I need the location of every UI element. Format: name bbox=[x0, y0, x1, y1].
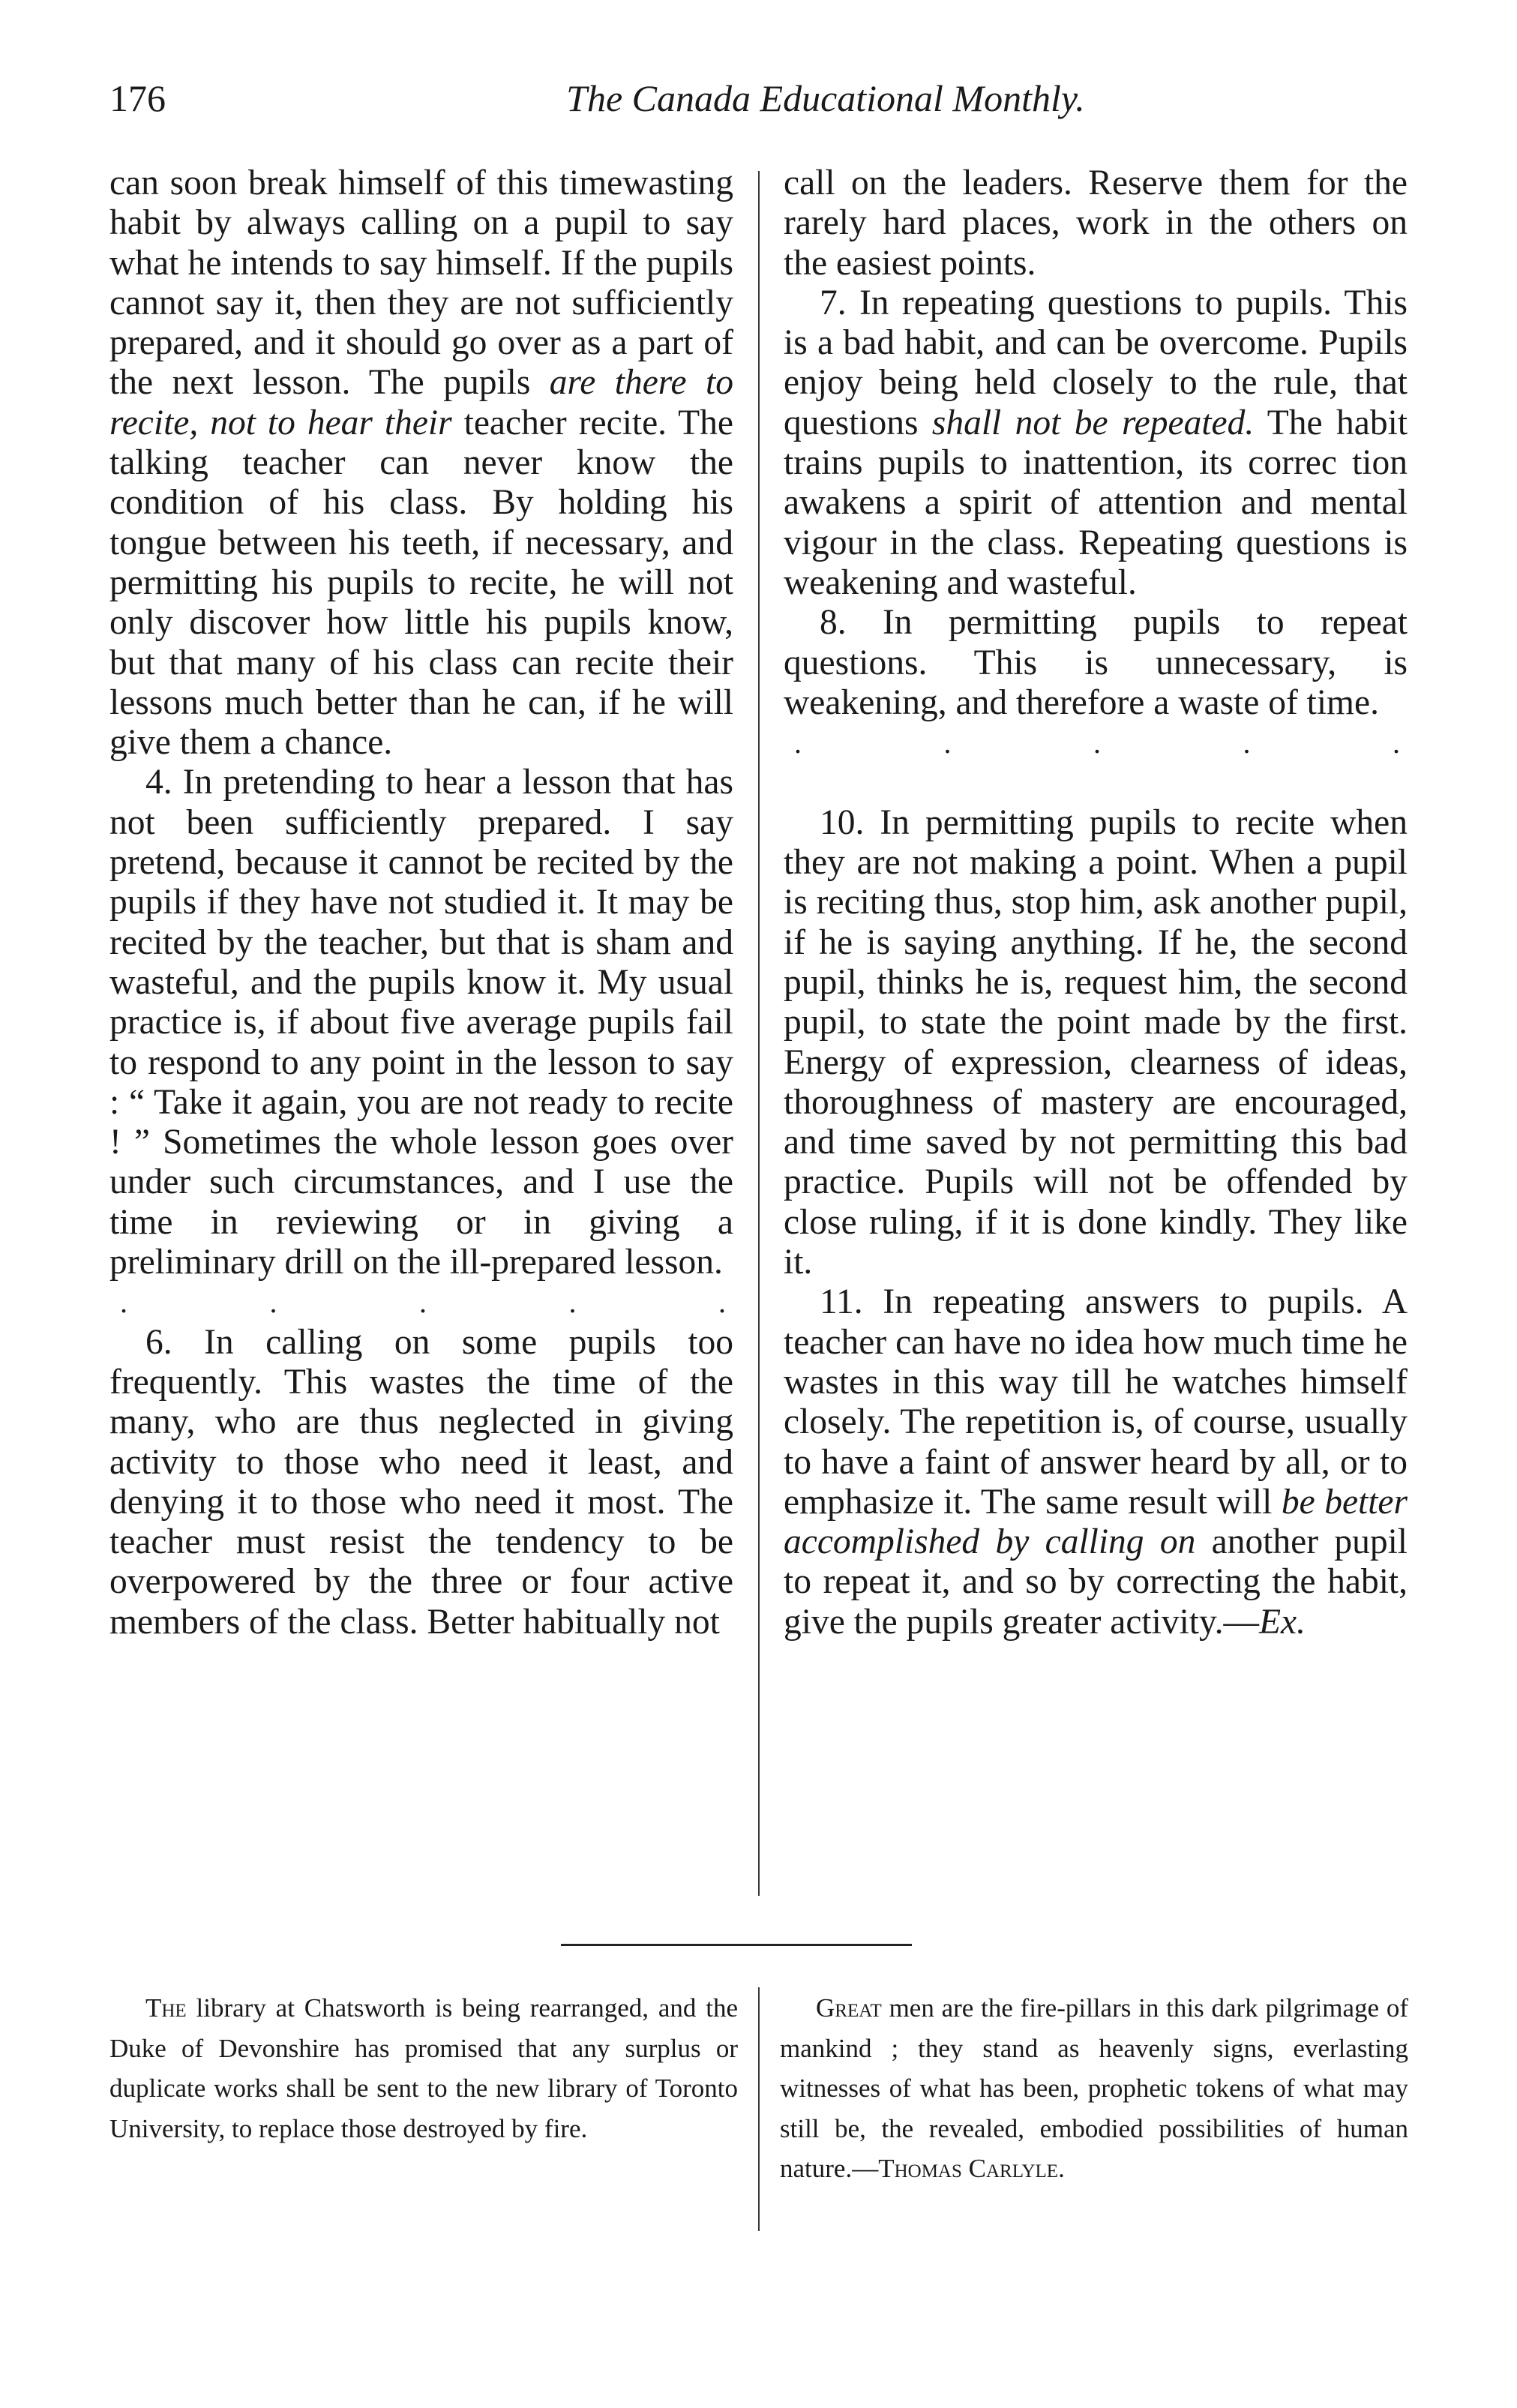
paragraph: 10. In permitting pupils to recite when they are not making a point. When a pupil is reciting thus, stop him, ask another pupil, if he is saying anything. If he, the second pupil, thinks he is, request him, the second pupil, to state the point made by the first. Energy of expression, clearness of ideas, thoroughness of mastery are encouraged, and time saved by not permitting this bad practice. Pupils will not be offended by close ruling, if it is done kindly. They like it. bbox=[784, 802, 1408, 1282]
ellipsis-row: . . . . . bbox=[120, 1285, 726, 1320]
text-run: teacher recite. The talking teacher can never know the condition of his class. By holding his tongue between his teeth, if necessary, and permitting his pupils to recite, he will not only discover how little his pupils know, but that many of his class can recite their lessons much better than he can, if he will give them a chance. bbox=[109, 403, 734, 763]
text-run: can soon break himself of this timewasting habit by always calling on a pupil to say what he intends to say himself. If the pupils cannot say it, then they are not sufficiently prepared, and it should go over as a part of the next lesson. The pupils bbox=[109, 163, 733, 403]
paragraph bbox=[784, 1282, 1408, 1642]
left-column bbox=[109, 163, 733, 1642]
text-run: The habit trains pupils to inattention, its correc tion awakens a spirit of attention and mental vigour in the class. Repeating questions is weakening and wasteful. bbox=[784, 403, 1408, 602]
page-number: 176 bbox=[109, 77, 166, 119]
source-abbrev: Ex. bbox=[1259, 1602, 1306, 1642]
spacer bbox=[784, 763, 1408, 802]
running-head bbox=[109, 72, 1407, 124]
quotation-carlyle bbox=[780, 1988, 1408, 2189]
footnote-divider bbox=[758, 1987, 760, 2231]
paragraph: 4. In pretending to hear a lesson that has not been sufficiently prepared. I say pretend, because it cannot be recited by the pupils if they have not studied it. It may be recited by the teacher, but that is sham and wasteful, and the pupils know it. My usual practice is, if about five average pupils fail to respond to any point in the lesson to say : “ Take it again, you are not ready to recite ! ” Sometimes the whole lesson goes over under such circumstances, and I use the time in reviewing or in giving a preliminary drill on the ill-prepared lesson. bbox=[109, 763, 733, 1282]
column-divider bbox=[758, 171, 760, 1896]
news-item-chatsworth bbox=[109, 1988, 738, 2149]
text-run: 11. In repeating answers to pupils. A teacher can have no idea how much time he wastes in this way till he watches himself closely. The repetition is, of course, usually to have a faint of answer heard by all, or to emphasize it. The same result will bbox=[784, 1282, 1408, 1522]
paragraph: call on the leaders. Reserve them for the rarely hard places, work in the others on the easiest points. bbox=[784, 163, 1408, 283]
paragraph bbox=[780, 1988, 1408, 2189]
italic-run: are there to recite, not to hear their bbox=[109, 363, 734, 442]
section-rule bbox=[561, 1944, 912, 1946]
italic-run: be better accomplished by calling on bbox=[784, 1482, 1408, 1562]
right-column bbox=[784, 163, 1408, 1642]
journal-title: The Canada Educational Monthly. bbox=[566, 77, 1085, 119]
lead-word: Great bbox=[816, 1993, 882, 2023]
author-name: Thomas Carlyle. bbox=[878, 2154, 1065, 2183]
paragraph: 6. In calling on some pupils too frequently. This wastes the time of the many, who are thus neglected in giving activity to those who need it least, and denying it to those who need it most. The teacher must resist the tendency to be overpowered by the three or four active members of the class. Better habitually not bbox=[109, 1322, 733, 1642]
text-run: 7. In repeating questions to pupils. This is a bad habit, and can be overcome. Pupils enjoy being held closely to the rule, that questions bbox=[784, 283, 1408, 442]
paragraph bbox=[784, 283, 1408, 603]
paragraph bbox=[109, 1988, 738, 2149]
paragraph bbox=[109, 163, 733, 763]
italic-run: shall not be repeated. bbox=[931, 403, 1255, 442]
lead-word: The bbox=[145, 1993, 187, 2023]
text-run: library at Chatsworth is being rearranged, and the Duke of Devonshire has promised that any surplus or duplicate works shall be sent to the new library of Toronto University, to replace those destroyed by fire. bbox=[109, 1993, 738, 2143]
text-run: another pupil to repeat it, and so by correcting the habit, give the pupils greater activity.— bbox=[784, 1522, 1408, 1642]
paragraph: 8. In permitting pupils to repeat questions. This is unnecessary, is weakening, and therefore a waste of time. bbox=[784, 603, 1408, 722]
text-run: men are the fire-pillars in this dark pilgrimage of mankind ; they stand as heavenly signs, everlasting witnesses of what has been, prophetic tokens of what may still be, the revealed, embodied possibilities of human nature.— bbox=[780, 1993, 1408, 2183]
ellipsis-row: . . . . . bbox=[794, 726, 1400, 760]
